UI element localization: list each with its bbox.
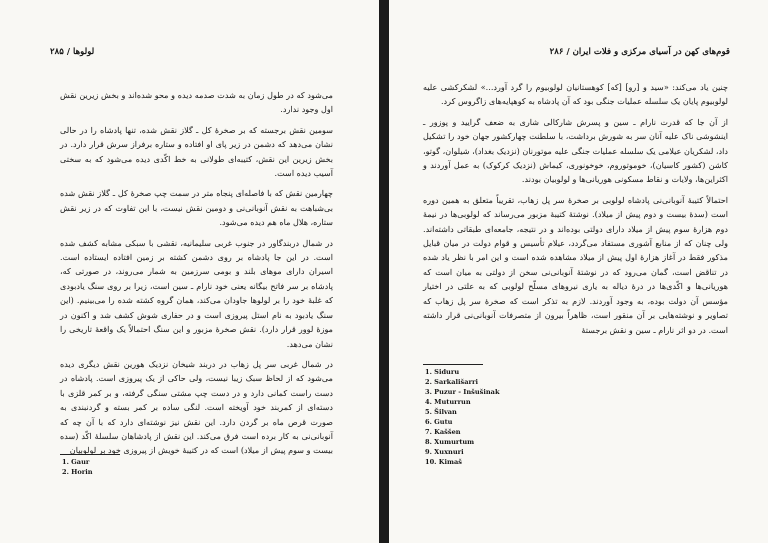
- left-page: [0, 0, 379, 543]
- footnote-rule: [60, 454, 120, 455]
- running-head: لولوها / ۲۸۵: [50, 47, 95, 57]
- paragraph: چهارمین نقش که با فاصله‌ای پنجاه متر در سمت چپ صخرهٔ کل ـ گلاز نقش شده بی‌شباهت به نقش آنوبانی‌نی و دومین نقش نیست، با این تفاوت که در زیر نقش ستاره، هلال ماه هم دیده می‌شود.: [60, 188, 333, 228]
- footnote: 1. Siduru: [425, 368, 460, 376]
- paragraph: چنین یاد می‌کند: «سید و [رو] [که] کوهستانیان لولوبیوم را گرد آورد...» لشکرکشی علیه لولوبیوم پایان یک سلسله عملیات جنگی بود که آن پادشاه به کوهپایه‌های زاگروس کرد.: [423, 82, 728, 107]
- footnote: 2. Horin: [62, 468, 93, 476]
- right-page: [389, 0, 768, 543]
- page-header: [389, 47, 768, 63]
- footnotes: [425, 367, 500, 467]
- paragraph: در شمال غربی سر پل زهاب در دربند شیخان نزدیک هورین نقش دیگری دیده می‌شود که از لحاظ سبک زیبا نیست، ولی حاکی از یک پیروزی است. پادشاه در دست راست کمانی دارد و در دست چپ مشتی سنگی گرفته، و بر کمر قلزی با دسته‌ای از کمربند خود آویخته است. لنگی ساده بر کمر بسته و گردنبندی به صورت قرص ماه بر گردن دارد. این نقش نیز نوشته‌ای دارد که با آن چه که آنوبانی‌نی به کار برده است فرق می‌کند. این نقش از پادشاهان سلسلهٔ اکّد (سده بیست و سوم پیش از میلاد) است که در کتیبهٔ خویش از پیروزی خود بر لولوبیان: [60, 358, 333, 456]
- paragraph: سومین نقش برجسته که بر صخرهٔ کل ـ گلاز نقش شده، تنها پادشاه را در حالی نشان می‌دهد که دشمن در زیر پای او افتاده و ستاره برفراز سرش قرار دارد. در بخش زیرین این نقش، کتیبه‌ای طولانی به خط اکّدی دیده می‌شود که به سختی آسیب دیده است.: [60, 124, 333, 179]
- paragraph: می‌شود که در طول زمان به شدت صدمه دیده و محو شده‌اند و بخش زیرین نقش اول وجود ندارد.: [60, 90, 333, 115]
- footnote: 5. Šilvan: [425, 408, 457, 416]
- body-text: [423, 80, 728, 343]
- paragraph: در شمال دربندگاور در جنوب غربی سلیمانیه، نقشی با سبکی مشابه کشف شده است. در این جا پادشاه بر روی دشمن کشته بر زمین افتاده ایستاده است. اسیران دارای موهای بلند و بومی سرزمین به شمار می‌روند، در صورتی که، پادشاه بر سر فاتح بیگانه یعنی خود نارام ـ سین است، زیرا بر روی سنگ یادبودی که غلبهٔ خود را بر لولوها جاودان می‌کند، همان گروه کشته شده را می‌بینیم. (این سنگ یادبود به نام استل پیروزی است و در حفاری شوش کشف شد و اکنون در موزهٔ لوور قرار دارد). نقش صخرهٔ مزبور و این سنگ احتمالاً یک واقعهٔ تاریخی را نشان می‌دهد.: [60, 237, 333, 349]
- footnote: 6. Gutu: [425, 418, 453, 426]
- footnote: 8. Xumurtum: [425, 438, 475, 446]
- footnotes: [62, 457, 93, 477]
- footnote: 10. Kimaš: [425, 458, 462, 466]
- footnote: 1. Gaur: [62, 458, 90, 466]
- footnote: 2. Sarkališarri: [425, 378, 478, 386]
- running-head: ۲۸۶ / قوم‌های کهن در آسیای مرکزی و فلات ایران: [549, 47, 730, 57]
- footnote: 7. Kaššen: [425, 428, 461, 436]
- footnote: 3. Puzur - Inšušinak: [425, 388, 500, 396]
- paragraph: از آن جا که قدرت نارام ـ سین و پسرش شارکالی شاری به ضعف گرایید و پوزور ـ اینشوشی ناک علیه آنان سر به شورش برداشت، با سلطنت چهارکشور جهان خود را تشکیل داد، لشکریان عیلامی یک سلسله عملیات جنگی علیه موتورنان (نزدیک بغداد)، شیلوان، گوتو، کاشن (کشور کاسیان)، خوموتوروم، خوخونوری، کیماش (نزدیک کرکوک) به عمل آوردند و اکثراین‌ها، ولایات و نقاط مسکونی هوریانی‌ها و لولوبیان بودند.: [423, 116, 728, 185]
- footnote-rule: [423, 364, 483, 365]
- footnote: 9. Xuxnuri: [425, 448, 464, 456]
- body-text: [60, 88, 333, 464]
- page-header: [0, 47, 379, 63]
- footnote: 4. Muturrun: [425, 398, 471, 406]
- paragraph: احتمالاً کتیبهٔ آنوبانی‌نی پادشاه لولوبی بر صخرهٔ سر پل زهاب، تقریباً متعلق به همین دوره است (سدهٔ بیست و دوم پیش از میلاد). نوشتهٔ کتیبهٔ مزبور می‌رساند که لولوبی‌ها در نیمهٔ دوم هزارهٔ سوم پیش از میلاد دارای دولتی بوده‌اند و در نتیجه، جامعه‌ای طبقاتی داشته‌اند. ولی چنان که از منابع آشوری مستفاد می‌گردد، عیلام تأسیس و قوام دولت در میان قبایل مذکور فقط در آغاز هزارهٔ اول پیش از میلاد مشاهده شده است و این امر با نظر یاد شده در تناقض است، گمان می‌رود که در نوشتهٔ آنوبانی‌نی سخن از دولتی به میان است که هوریانی‌ها و اکّدی‌ها در درهٔ دیاله به یاری نیروهای مسلّح لولوبی که به علتی در اختیار مؤسس آن دولت بوده، به وجود آوردند. لازم به تذکر است که صخرهٔ سر پل زهاب که تصاویر و نوشته‌هایی بر آن منقور است، ظاهراً بیرون از متصرفات آنوبانی‌نی قرار داشته است. در دو اثر نارام ـ سین و نقش برجستهٔ: [423, 194, 728, 335]
